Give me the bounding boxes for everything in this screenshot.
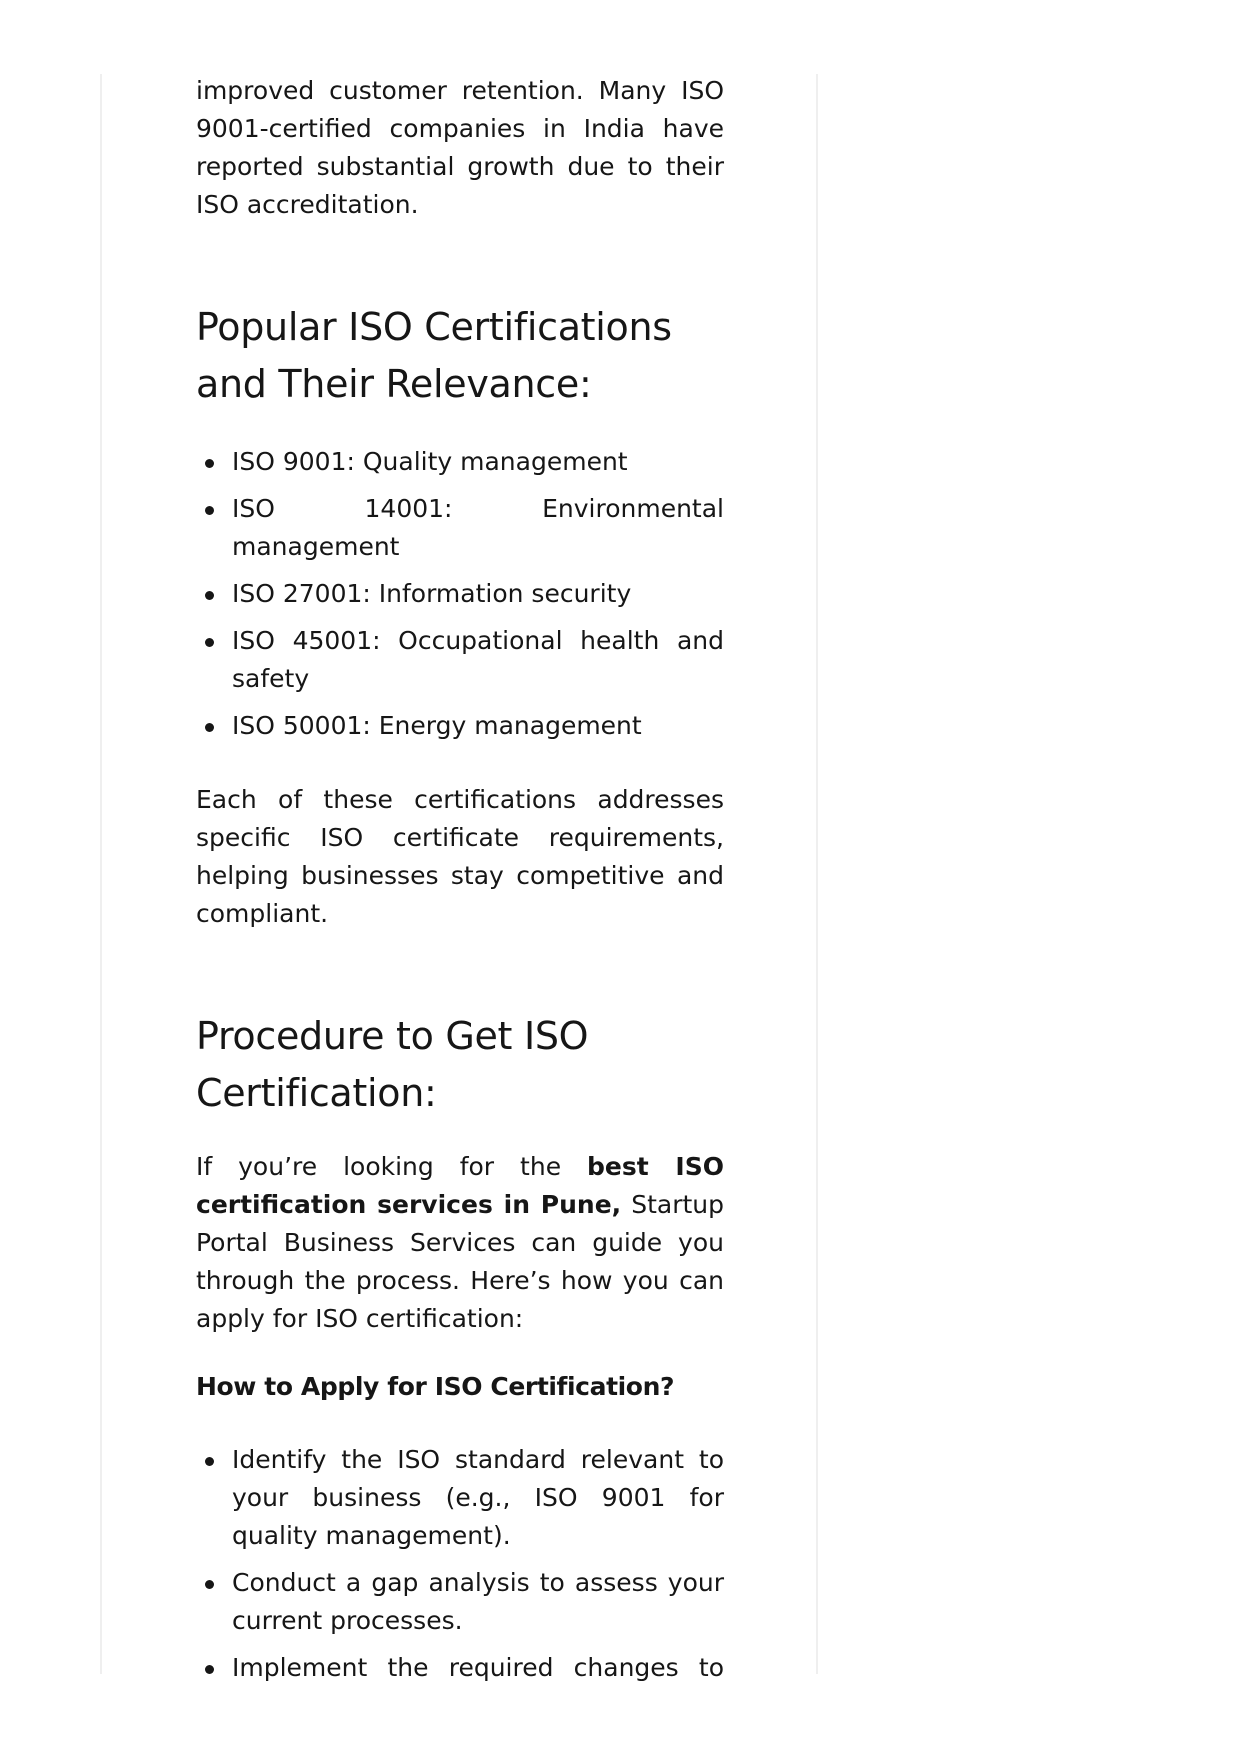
bullet-icon: [205, 638, 214, 647]
list-item: ISO 9001: Quality management: [196, 443, 724, 481]
bullet-icon: [205, 1457, 214, 1466]
application-steps-list: [196, 1441, 724, 1687]
list-item: Identify the ISO standard relevant to your business (e.g., ISO 9001 for quality management).: [196, 1441, 724, 1555]
section-heading-procedure: Procedure to Get ISO Certification:: [196, 1014, 589, 1115]
bullet-icon: [205, 1665, 214, 1674]
highlight-best-iso-services: best ISO certification services in Pune,: [196, 1152, 724, 1219]
bullet-icon: [205, 506, 214, 515]
list-item: ISO 50001: Energy management: [196, 707, 724, 745]
list-item: ISO 14001: Environmental management: [196, 490, 724, 566]
list-item: Implement the required changes to: [196, 1649, 724, 1687]
bullet-icon: [205, 1580, 214, 1589]
article-content: [196, 72, 724, 1687]
subheading-how-to-apply: How to Apply for ISO Certification?: [196, 1372, 675, 1401]
procedure-paragraph: If you’re looking for the best ISO certification services in Pune, Startup Portal Business Services can guide you through the process. Here’s how you can apply for ISO certification:: [196, 1152, 725, 1333]
intro-paragraph: improved customer retention. Many ISO 9001-certified companies in India have reported substantial growth due to their ISO accreditation.: [196, 76, 724, 219]
bullet-icon: [205, 723, 214, 732]
section-heading-popular-iso: Popular ISO Certifications and Their Relevance:: [196, 305, 672, 406]
bullet-icon: [205, 459, 214, 468]
list-item: ISO 27001: Information security: [196, 575, 724, 613]
bullet-icon: [205, 591, 214, 600]
iso-certifications-list: [196, 443, 724, 745]
list-item: Conduct a gap analysis to assess your current processes.: [196, 1564, 724, 1640]
list-item: ISO 45001: Occupational health and safety: [196, 622, 724, 698]
certifications-closing-paragraph: Each of these certifications addresses specific ISO certificate requirements, helping businesses stay competitive and compliant.: [196, 785, 724, 928]
